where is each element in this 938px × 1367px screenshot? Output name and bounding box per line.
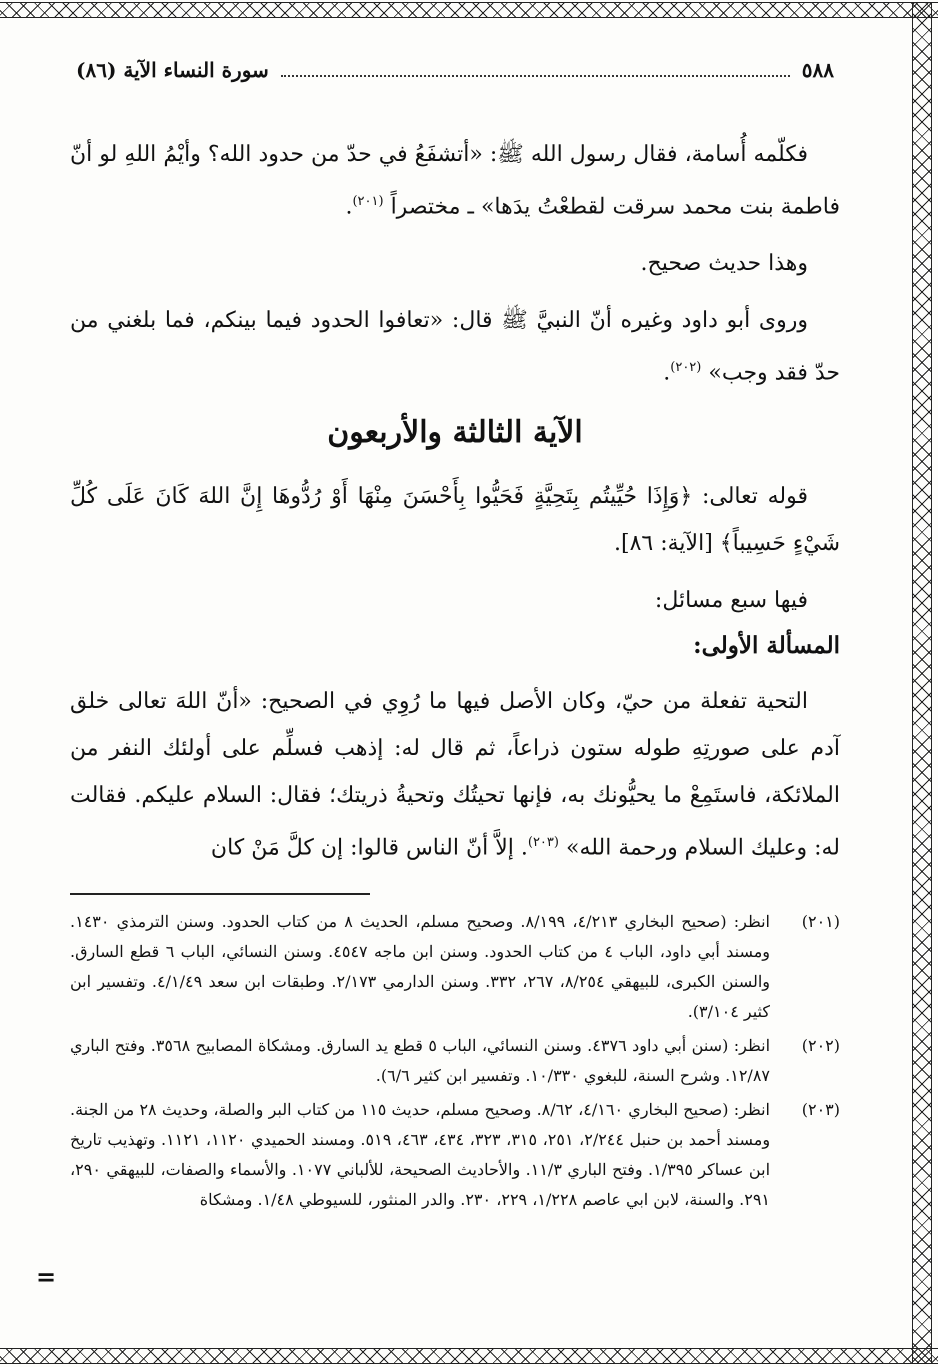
running-header — [70, 58, 840, 83]
footnote-ref: (٢٠٢) — [670, 360, 702, 376]
quran-verse-paragraph: قوله تعالى: ﴿وَإِذَا حُيِّيتُم بِتَحِيَّةٍ فَحَيُّوا بِأَحْسَنَ مِنْهَا أَوْ رُدُّوهَا إِنَّ اللهَ كَانَ عَلَى كُلِّ شَيْءٍ حَسِيباً﴾ [الآية: ٨٦]. — [70, 483, 840, 556]
paragraph-end: . — [663, 360, 671, 386]
footnote-ref: (٢٠٣) — [527, 834, 559, 850]
right-ornamental-border — [912, 2, 932, 1364]
footnote-number: (٢٠١) — [801, 911, 840, 931]
paragraph: وهذا حديث صحيح. — [640, 251, 808, 277]
paragraph-text: وروى أبو داود وغيره أنّ النبيَّ ﷺ قال: «تعافوا الحدود فيما بينكم، فما بلغني من حدّ فقد وجب» — [70, 308, 840, 386]
paragraph-text: التحية تفعلة من حيّ، وكان الأصل فيها ما رُوِي في الصحيح: «أنّ اللهَ تعالى خلق آدم على صورتِهِ طوله ستون ذراعاً، ثم قال له: إذهب فسلِّم على أولئك النفر من الملائكة، فاستَمِعْ ما يحيُّونك به، فإنها تحيتُك وتحيةُ ذريتك؛ فقال: السلام عليكم. فقالت له: وعليك السلام ورحمة الله» — [70, 688, 840, 860]
footnote-number: (٢٠٣) — [801, 1099, 840, 1119]
page-number: ٥٨٨ — [801, 58, 834, 82]
paragraph-end: . إلاَّ أنّ الناس قالوا: إن كلَّ مَنْ كان — [210, 834, 528, 860]
paragraph-end: . — [345, 194, 353, 220]
footnote — [70, 1095, 840, 1215]
footnote-ref: (٢٠١) — [352, 194, 384, 209]
footnote — [70, 1031, 840, 1091]
top-ornamental-border — [0, 2, 938, 18]
header-leader-dots — [281, 75, 790, 77]
bottom-ornamental-border — [0, 1348, 938, 1364]
footnote-separator — [70, 893, 370, 895]
page-content — [70, 58, 840, 1219]
section-heading: الآية الثالثة والأربعون — [327, 414, 583, 450]
subheading: المسألة الأولى: — [693, 631, 840, 659]
paragraph — [70, 131, 840, 230]
header-title: سورة النساء الآية (٨٦) — [76, 58, 269, 82]
footnote-text: انظر: (صحيح البخاري ٤/٢١٣، ٨/١٩٩. وصحيح مسلم، الحديث ٨ من كتاب الحدود. وسنن الترمذي ١٤٣٠. ومسند أبي داود، الباب ٤ من كتاب الحدود. وسنن ابن ماجه ٤٥٤٧. وسنن النسائي، الباب ٦ قطع السارق. والسنن الكبرى، للبيهقي ٨/٢٥٤، ٢٦٧، ٣٣٢. وسنن الدارمي ٢/١٧٣. وطبقات ابن سعد ٤/١/٤٩. وتفسير ابن كثير ٣/١٠٤). — [70, 911, 771, 1021]
paragraph — [70, 678, 840, 871]
continuation-mark: = — [36, 1262, 57, 1291]
paragraph-text: فكلّمه أُسامة، فقال رسول الله ﷺ: «أتشفَعُ في حدّ من حدود الله؟ وأيْمُ اللهِ لو أنّ فاطمة بنت محمد سرقت لقطعْتُ يدَها» ـ مختصراً — [70, 142, 840, 220]
paragraph — [70, 297, 840, 396]
footnote-text: انظر: (سنن أبي داود ٤٣٧٦. وسنن النسائي، الباب ٥ قطع يد السارق. ومشكاة المصابيح ٣٥٦٨. وفتح الباري ١٢/٨٧. وشرح السنة، للبغوي ١٠/٣٣٠. وتفسير ابن كثير ٦/٦). — [70, 1035, 771, 1085]
footnote-number: (٢٠٢) — [801, 1035, 840, 1055]
footnote — [70, 907, 840, 1027]
paragraph: فيها سبع مسائل: — [654, 587, 808, 613]
footnote-text: انظر: (صحيح البخاري ٤/١٦٠، ٨/٦٢. وصحيح مسلم، حديث ١١٥ من كتاب البر والصلة، وحديث ٢٨ من الجنة. ومسند أحمد بن حنبل ٢/٢٤٤، ٢٥١، ٣١٥، ٣٢٣، ٤٣٤، ٤٦٣، ٥١٩. ومسند الحميدي ١١٢٠، ١١٢١. وتهذيب تاريخ ابن عساكر ١/٣٩٥. وفتح الباري ١١/٣. والأحاديث الصحيحة، للألباني ١٠٧٧. والأسماء والصفات، للبيهقي ٢٩٠، ٢٩١. والسنة، لابن ابي عاصم ١/٢٢٨، ٢٢٩، ٢٣٠. والدر المنثور، للسيوطي ١/٤٨. ومشكاة — [70, 1099, 771, 1209]
